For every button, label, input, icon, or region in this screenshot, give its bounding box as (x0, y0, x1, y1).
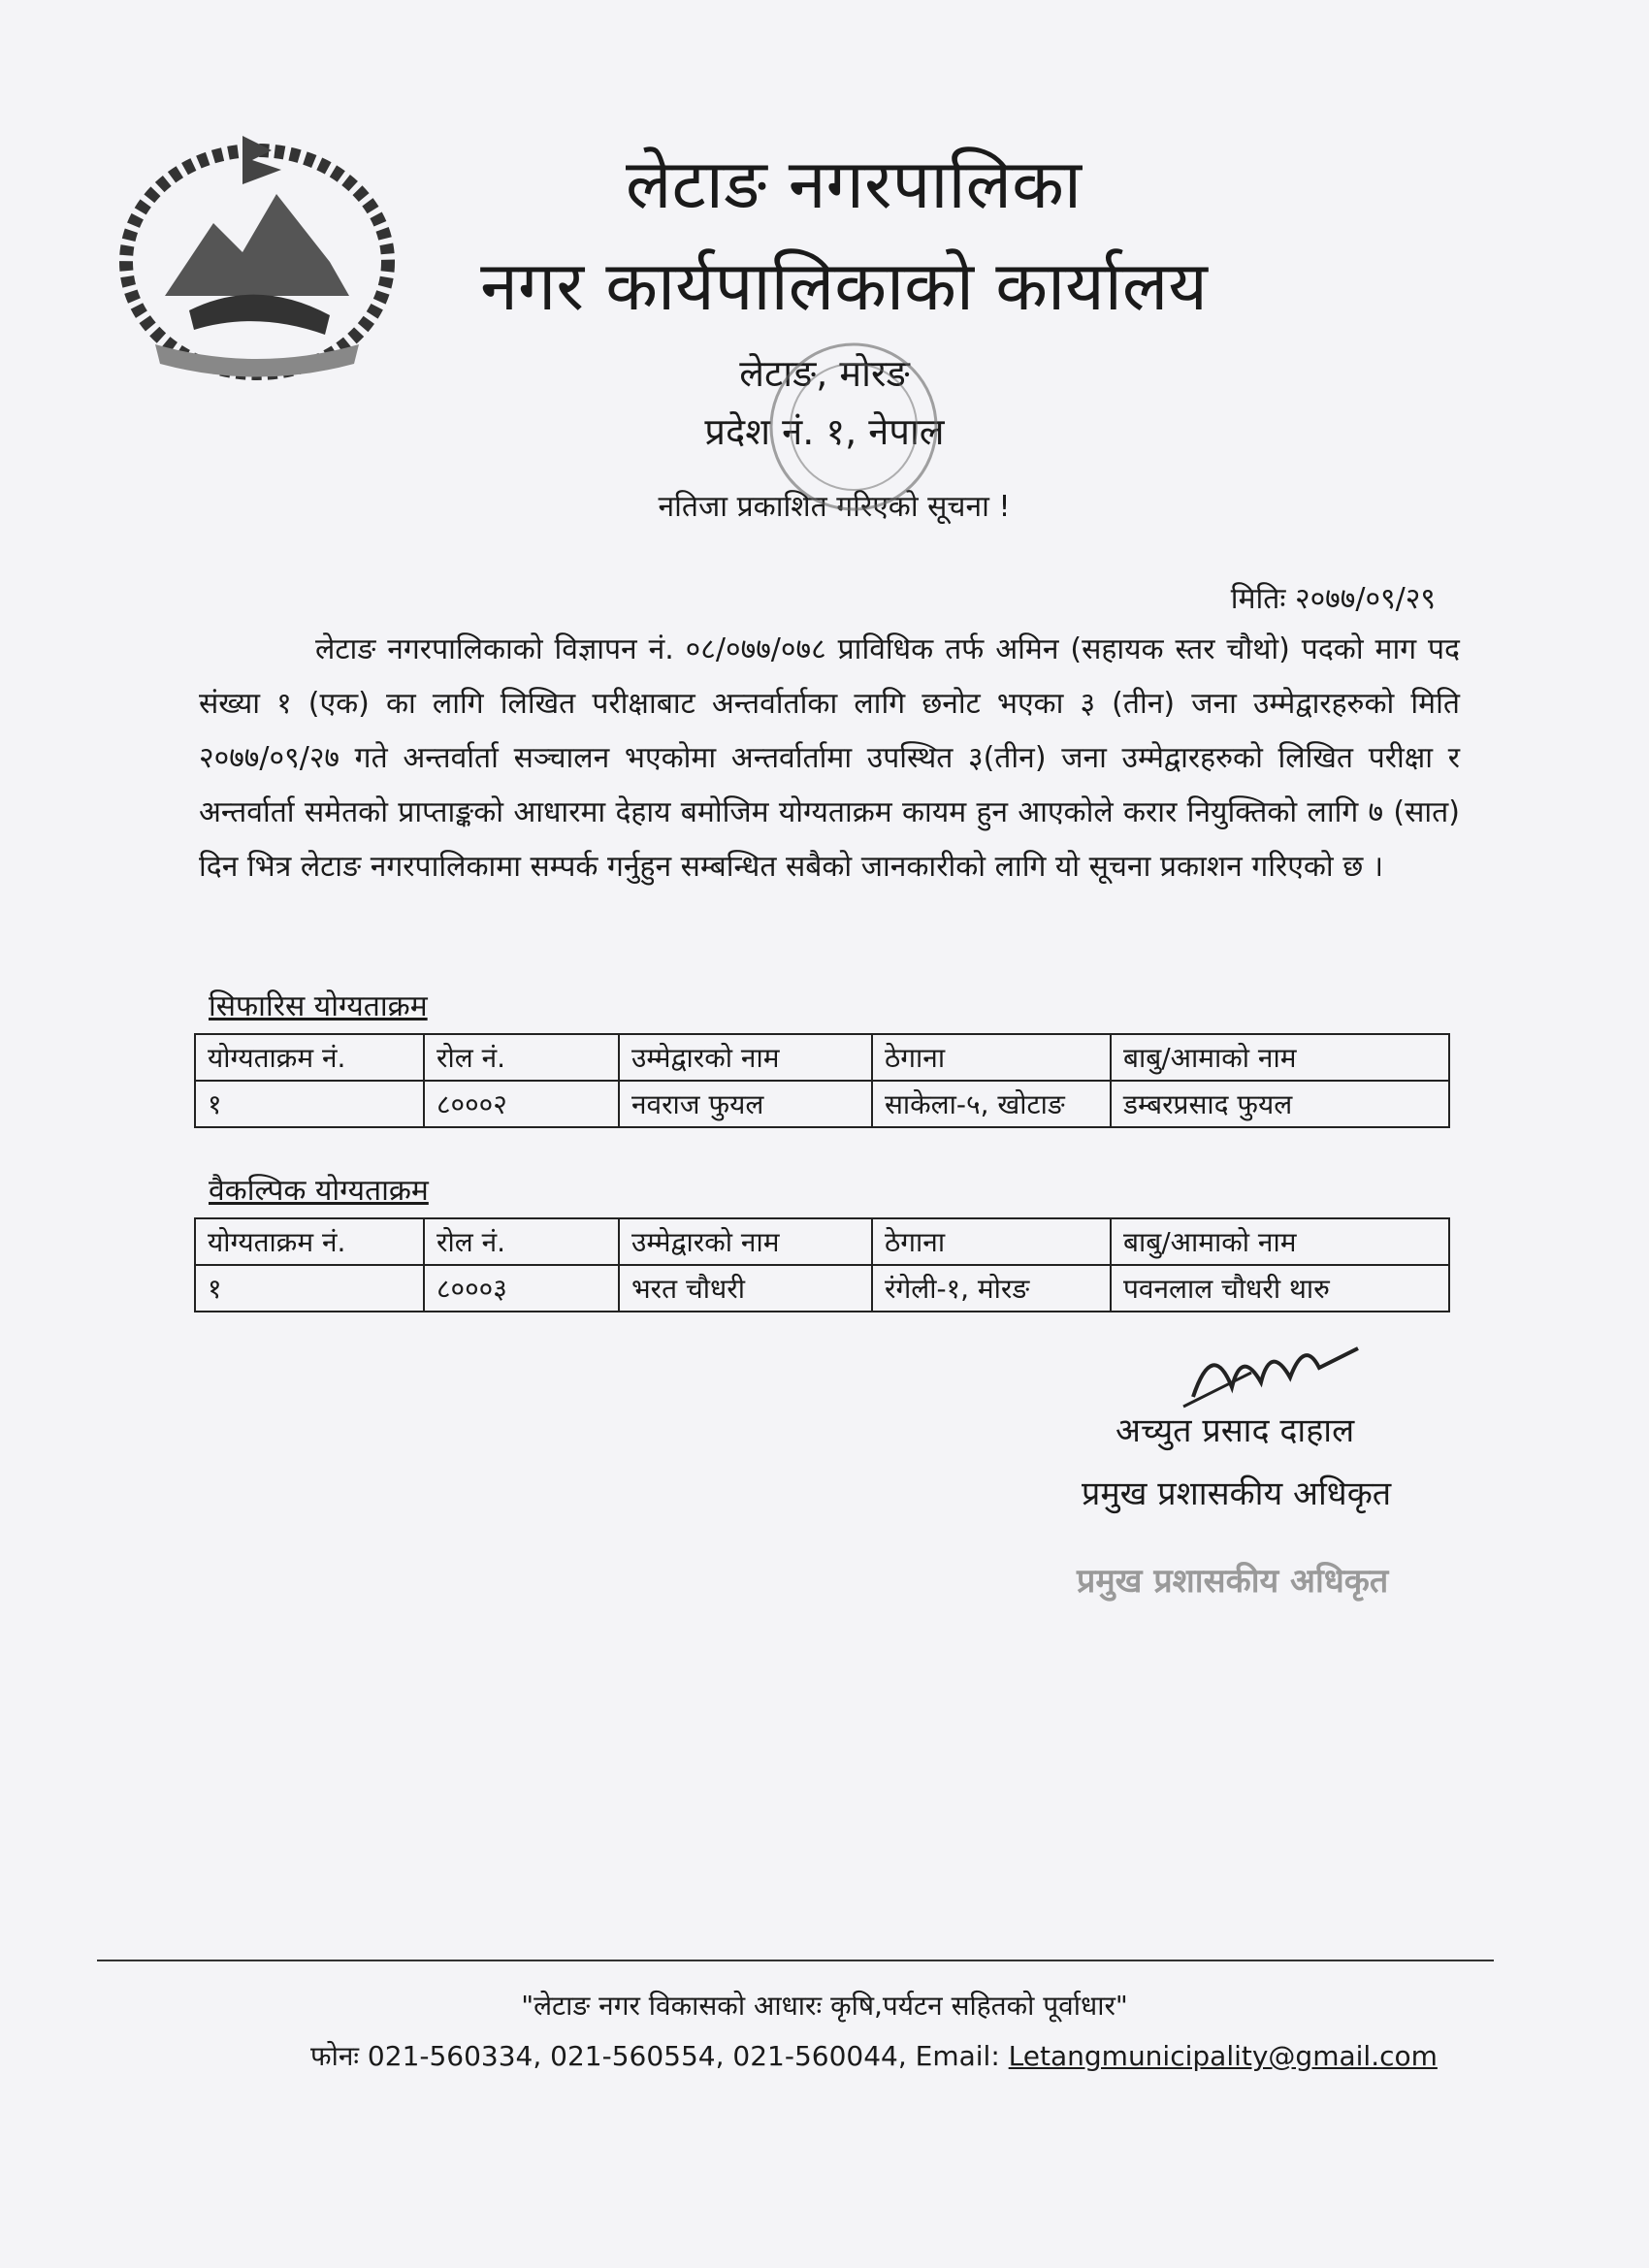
roll-cell: ८०००३ (424, 1265, 619, 1312)
col-parent: बाबु/आमाको नाम (1111, 1218, 1449, 1265)
notice-title: नतिजा प्रकाशित गरिएको सूचना ! (658, 490, 1011, 524)
col-name: उम्मेद्वारको नाम (619, 1218, 872, 1265)
address-cell: रंगेली-१, मोरङ (872, 1265, 1111, 1312)
nepal-emblem-icon (97, 116, 417, 388)
title-stamp: प्रमुख प्रशासकीय अधिकृत (1077, 1562, 1389, 1601)
recommended-table (194, 1033, 1450, 1128)
footer-divider (97, 1960, 1494, 1961)
table-header-row (195, 1218, 1449, 1265)
alternate-table (194, 1217, 1450, 1312)
parent-cell: डम्बरप्रसाद फुयल (1111, 1081, 1449, 1127)
notice-body: लेटाङ नगरपालिकाको विज्ञापन नं. ०८/०७७/०७८ प्राविधिक तर्फ अमिन (सहायक स्तर चौथो) पदको माग पद संख्या १ (एक) का लागि लिखित परीक्षाबाट अन्तर्वार्ताका लागि छनोट भएका ३ (तीन) जना उम्मेद्वारहरुको मिति २०७७/०९/२७ गते अन्तर्वार्ता सञ्चालन भएकोमा अन्तर्वार्तामा उपस्थित ३(तीन) जना उम्मेद्वारहरुको लिखित परीक्षा र अन्तर्वार्ता समेतको प्राप्ताङ्कको आधारमा देहाय बमोजिम योग्यताक्रम कायम हुन आएकोले करार नियुक्तिको लागि ७ (सात) दिन भित्र लेटाङ नगरपालिकामा सम्पर्क गर्नुहुन सम्बन्धित सबैको जानकारीको लागि यो सूचना प्रकाशन गरिएको छ । (199, 632, 1460, 884)
signature-icon (1174, 1329, 1368, 1416)
rank-cell: १ (195, 1081, 424, 1127)
table-row (195, 1265, 1449, 1312)
rank-cell: १ (195, 1265, 424, 1312)
phone-numbers: फोनः 021-560334, 021-560554, 021-560044, Email: (310, 2040, 1009, 2072)
col-parent: बाबु/आमाको नाम (1111, 1034, 1449, 1081)
org-name: लेटाङ नगरपालिका (626, 145, 1082, 224)
col-roll: रोल नं. (424, 1034, 619, 1081)
name-cell: नवराज फुयल (619, 1081, 872, 1127)
signatory-title: प्रमुख प्रशासकीय अधिकृत (1082, 1474, 1392, 1513)
alternate-title: वैकल्पिक योग्यताक्रम (209, 1174, 429, 1208)
col-roll: रोल नं. (424, 1218, 619, 1265)
recommended-title: सिफारिस योग्यताक्रम (209, 989, 428, 1023)
roll-cell: ८०००२ (424, 1081, 619, 1127)
table-header-row (195, 1034, 1449, 1081)
footer-slogan: "लेटाङ नगर विकासको आधारः कृषि,पर्यटन सहितको पूर्वाधार" (521, 1990, 1128, 2022)
table-row (195, 1081, 1449, 1127)
col-address: ठेगाना (872, 1034, 1111, 1081)
province: प्रदेश नं. १, नेपाल (704, 410, 945, 453)
office-location: लेटाङ, मोरङ (739, 352, 910, 395)
email-link[interactable]: Letangmunicipality@gmail.com (1008, 2040, 1438, 2072)
parent-cell: पवनलाल चौधरी थारु (1111, 1265, 1449, 1312)
col-rank: योग्यताक्रम नं. (195, 1034, 424, 1081)
office-name: नगर कार्यपालिकाको कार्यालय (480, 246, 1208, 326)
col-name: उम्मेद्वारको नाम (619, 1034, 872, 1081)
col-rank: योग्यताक्रम नं. (195, 1218, 424, 1265)
address-cell: साकेला-५, खोटाङ (872, 1081, 1111, 1127)
name-cell: भरत चौधरी (619, 1265, 872, 1312)
signatory-name: अच्युत प्रसाद दाहाल (1116, 1411, 1355, 1450)
notice-date: मितिः २०७७/०९/२९ (1230, 582, 1436, 616)
footer-contact (310, 2037, 1438, 2074)
office-stamp-icon (757, 330, 951, 524)
col-address: ठेगाना (872, 1218, 1111, 1265)
